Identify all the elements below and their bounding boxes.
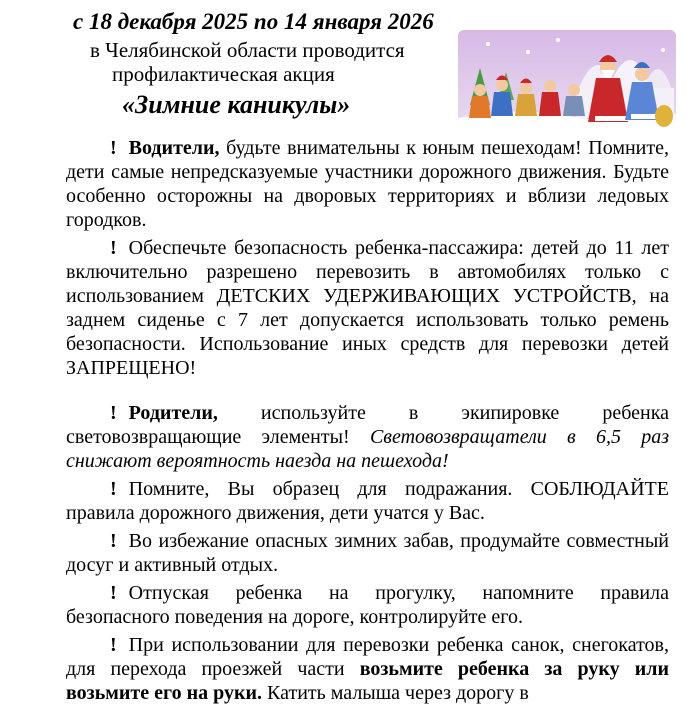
- paragraph-parents: [66, 401, 669, 473]
- paragraph-text: При использовании для перевозки ребенка санок, снегокатов, для перехода проезжей части: [66, 634, 669, 680]
- paragraph-text-tail: Катить малыша через дорогу в: [262, 682, 529, 704]
- paragraph-italic-note: Световозвращатели в 6,5 раз снижают вероятность наезда на пешехода!: [66, 426, 670, 472]
- paragraph-bold-instruction: возьмите ребенка за руку или возьмите его на руки.: [66, 658, 669, 704]
- paragraph-text: Помните, Вы образец для подражания. СОБЛЮДАЙТЕ правила дорожного движения, дети учатся у Вас.: [66, 478, 669, 524]
- paragraph-walk: [66, 581, 669, 629]
- leaflet-body: [66, 136, 669, 709]
- exclamation-icon: !: [110, 478, 117, 500]
- campaign-dates: с 18 декабря 2025 по 14 января 2026: [73, 9, 434, 34]
- paragraph-text: Во избежание опасных зимних забав, продумайте совместный досуг и активный отдых.: [66, 530, 669, 576]
- paragraph-sleds: [66, 633, 669, 705]
- paragraph-child-passenger: [66, 236, 669, 380]
- paragraph-role-model: [66, 477, 669, 525]
- header-action-line: профилактическая акция: [112, 62, 335, 86]
- paragraph-text: Обеспечьте безопасность ребенка-пассажира: детей до 11 лет включительно разрешено перевозить в автомобилях только с использованием ДЕТСКИХ УДЕРЖИВАЮЩИХ УСТРОЙСТВ, на заднем сиденье с 7 лет допускается использовать только ремень безопасности. Использование иных средств для перевозки детей ЗАПРЕЩЕНО!: [66, 237, 669, 379]
- winter-holiday-illustration-icon: [458, 30, 676, 140]
- exclamation-icon: !: [110, 582, 117, 604]
- paragraph-text: будьте внимательны к юным пешеходам! Помните, дети самые непредсказуемые участники дорожного движения. Будьте особенно осторожны на дворовых территориях и вблизи ледовых городков.: [66, 137, 669, 231]
- exclamation-icon: !: [110, 137, 117, 159]
- paragraph-text: Отпуская ребенка на прогулку, напомните правила безопасного поведения на дороге, контролируйте его.: [66, 582, 669, 628]
- exclamation-icon: !: [110, 402, 117, 424]
- exclamation-icon: !: [110, 634, 117, 656]
- campaign-title: «Зимние каникулы»: [122, 90, 351, 119]
- exclamation-icon: !: [110, 530, 117, 552]
- paragraph-text: используйте в экипировке ребенка световозвращающие элементы!: [66, 402, 669, 448]
- paragraph-leisure: [66, 529, 669, 577]
- exclamation-icon: !: [110, 237, 117, 259]
- paragraph-drivers: [66, 136, 669, 232]
- paragraph-bold-lead: Водители,: [128, 137, 220, 159]
- header-region-line: в Челябинской области проводится: [90, 38, 405, 62]
- paragraph-bold-lead: Родители,: [128, 402, 218, 424]
